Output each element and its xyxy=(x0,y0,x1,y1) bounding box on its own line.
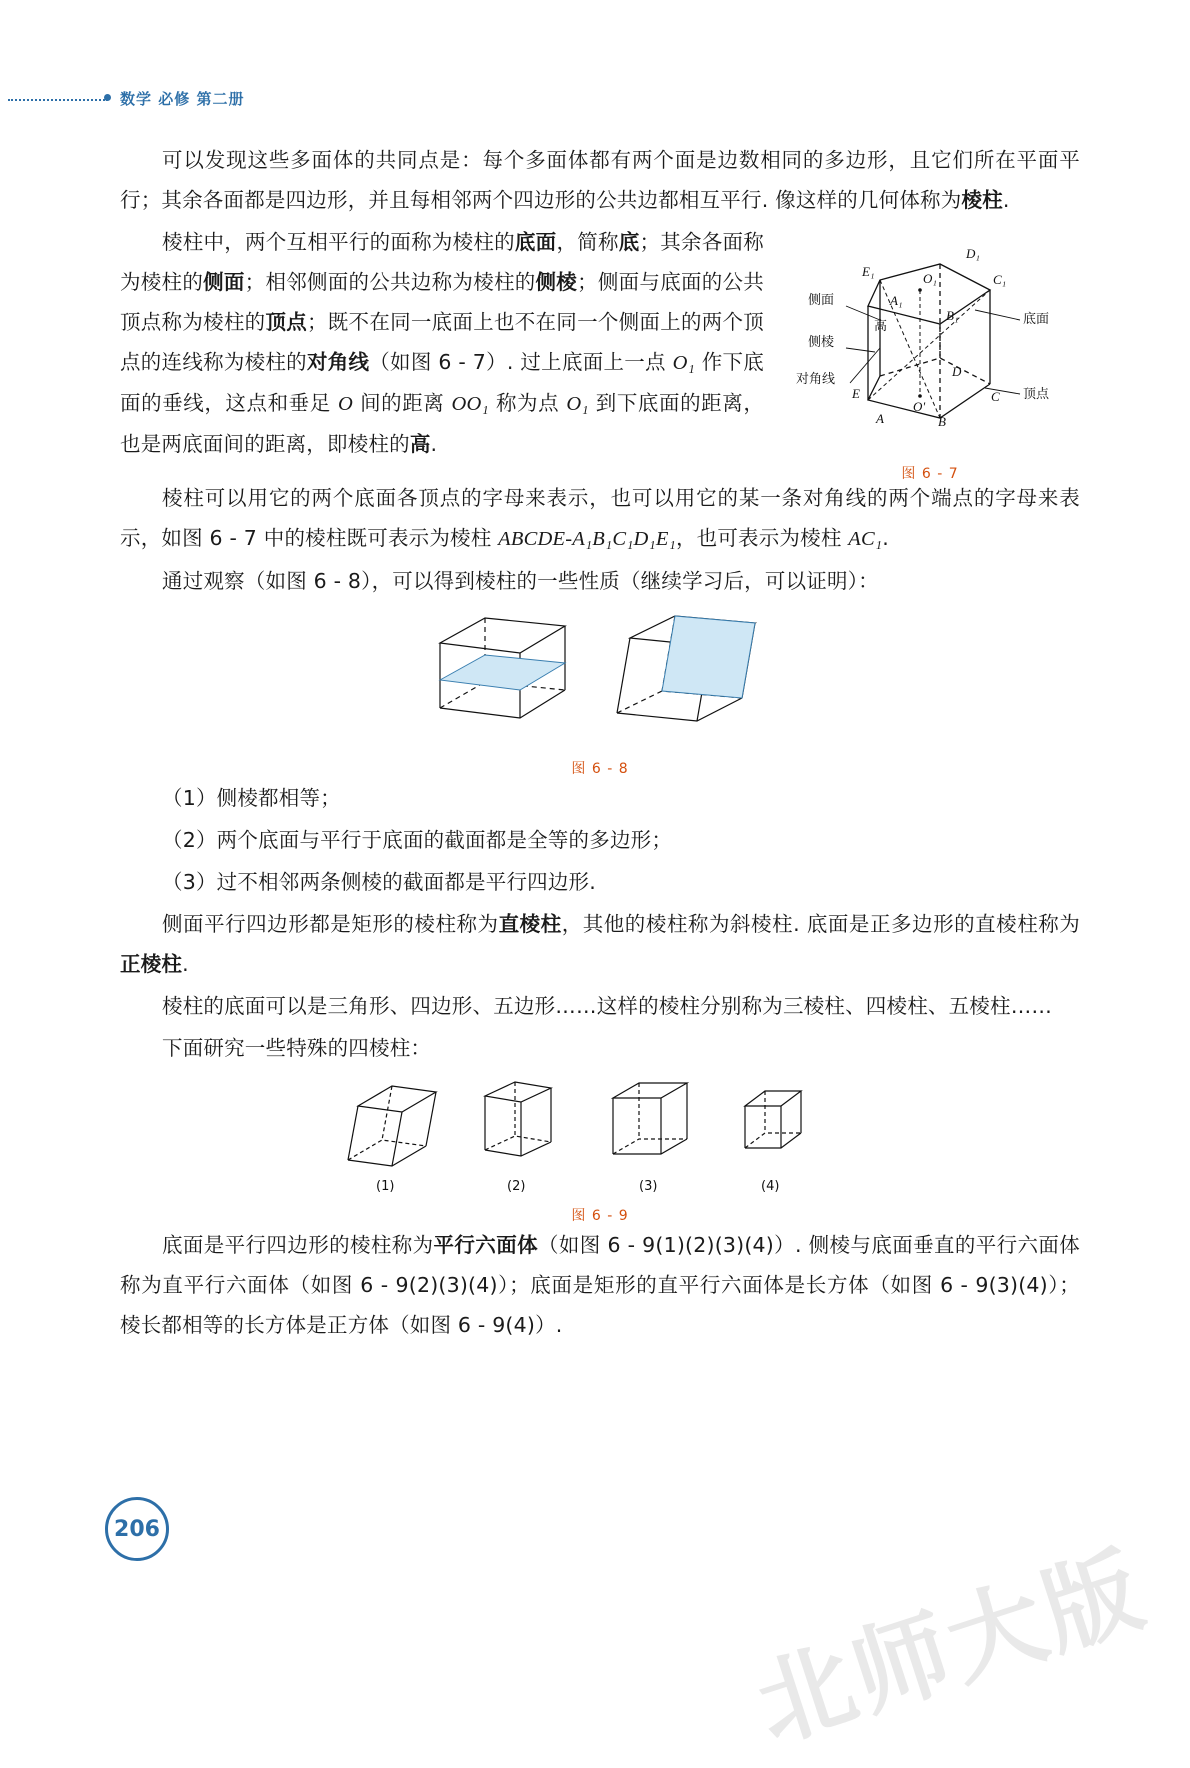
callout-side-face: 侧面 xyxy=(808,293,835,308)
math-o1-a: O₁ xyxy=(672,352,695,374)
p2-h: 作下底面的垂线，这点和垂足 xyxy=(120,350,764,415)
property-item-2: （2）两个底面与平行于底面的截面都是全等的多边形； xyxy=(162,828,673,852)
p8-b: （如图 6 - 9(1)(2)(3)(4)）. 侧棱与底面垂直的平行六面体称为直平行六面体（如图 6 - 9(2)(3)(4)）；底面是矩形的直平行六面体是长方体（如图 6 - 9(3)(4)）；棱长都相等的长方体是正方体（如图 6 - 9(4)）. xyxy=(120,1233,1080,1337)
term-vertex: 顶点 xyxy=(265,310,307,334)
p5-a: 侧面平行四边形都是矩形的棱柱称为 xyxy=(162,912,499,936)
figure-6-8-drawing xyxy=(390,603,810,753)
label-O1: O₁ xyxy=(923,271,937,286)
p2-l: . xyxy=(430,432,438,456)
term-bottom-face: 底面 xyxy=(514,230,557,254)
term-diagonal: 对角线 xyxy=(306,350,370,374)
term-right-prism: 直棱柱 xyxy=(498,912,562,936)
header-title: 数学 必修 第二册 xyxy=(120,90,245,108)
math-o: O xyxy=(337,393,353,415)
paragraph-5 xyxy=(120,904,1080,984)
p2-e: ；侧面与底面的公共顶点称为棱柱的 xyxy=(120,270,764,334)
p2-f: ；既不在同一底面上也不在同一个侧面上的两个顶点的连线称为棱柱的 xyxy=(120,310,764,374)
page-number: 206 xyxy=(105,1497,169,1561)
paragraph-4: 通过观察（如图 6 - 8），可以得到棱柱的一些性质（继续学习后，可以证明）： xyxy=(162,569,879,593)
figure-6-9-label-4: (4) xyxy=(761,1179,780,1194)
term-parallelepiped: 平行六面体 xyxy=(433,1233,538,1257)
label-D: D xyxy=(952,364,962,379)
p2-d: ；相邻侧面的公共边称为棱柱的 xyxy=(244,270,536,294)
math-diagonal-name: AC₁ xyxy=(848,528,883,550)
figure-6-9 xyxy=(120,1070,1080,1225)
p3-a: 棱柱可以用它的两个底面各顶点的字母来表示，也可以用它的某一条对角线的两个端点的字母来表示，如图 6 - 7 中的棱柱既可表示为棱柱 xyxy=(120,486,1080,550)
p2-g: （如图 6 - 7）. 过上底面上一点 xyxy=(369,350,666,374)
callout-diagonal: 对角线 xyxy=(796,372,836,387)
property-item-3: （3）过不相邻两条侧棱的截面都是平行四边形. xyxy=(162,870,596,894)
paragraph-6: 棱柱的底面可以是三角形、四边形、五边形……这样的棱柱分别称为三棱柱、四棱柱、五棱柱…… xyxy=(162,994,1053,1018)
term-height: 高 xyxy=(409,432,431,456)
label-B1: B₁ xyxy=(946,308,959,323)
figure-6-9-label-3: (3) xyxy=(639,1179,658,1194)
label-C1: C₁ xyxy=(993,272,1007,287)
paragraph-1-text: 可以发现这些多面体的共同点是：每个多面体都有两个面是边数相同的多边形，且它们所在平面平行；其余各面都是四边形，并且每相邻两个四边形的公共边都相互平行. 像这样的几何体称为 xyxy=(120,148,1080,212)
figure-6-7-caption: 图 6 - 7 xyxy=(901,466,959,482)
p2-i: 间的距离 xyxy=(360,391,445,415)
paragraph-3 xyxy=(120,478,1080,559)
figure-6-9-label-2: (2) xyxy=(507,1179,526,1194)
paragraph-7: 下面研究一些特殊的四棱柱： xyxy=(162,1036,432,1060)
figure-6-8-caption: 图 6 - 8 xyxy=(571,761,629,777)
p3-c: . xyxy=(882,526,889,550)
term-prism: 棱柱 xyxy=(961,188,1003,212)
label-Oprime: O' xyxy=(913,399,926,414)
header-dotted-rule xyxy=(8,99,108,101)
figure-6-7 xyxy=(780,228,1080,482)
math-o1-b: O₁ xyxy=(566,393,589,415)
math-prism-name: ABCDE-A₁B₁C₁D₁E₁ xyxy=(498,528,676,550)
p3-b: ，也可表示为棱柱 xyxy=(675,526,842,550)
callout-height: 高 xyxy=(874,319,888,334)
term-side-edge: 侧棱 xyxy=(535,270,578,294)
paragraph-8 xyxy=(120,1225,1080,1345)
p5-b: ，其他的棱柱称为斜棱柱. 底面是正多边形的直棱柱称为 xyxy=(561,912,1080,936)
p2-a: 棱柱中，两个互相平行的面称为棱柱的 xyxy=(162,230,515,254)
label-A: A xyxy=(876,411,884,426)
figure-6-9-drawing xyxy=(320,1070,880,1200)
label-C: C xyxy=(991,389,1000,404)
p2-c: ；其余各面称为棱柱的 xyxy=(120,230,764,294)
figure-6-8 xyxy=(120,603,1080,778)
paragraph-1 xyxy=(120,140,1080,220)
p8-a: 底面是平行四边形的棱柱称为 xyxy=(162,1233,434,1257)
p5-c: . xyxy=(182,952,189,976)
label-D1: D₁ xyxy=(966,246,980,261)
label-E1: E₁ xyxy=(862,264,875,279)
term-regular-prism: 正棱柱 xyxy=(120,952,183,976)
p2-k: 到下底面的距离，也是两底面间的距离，即棱柱的 xyxy=(120,391,765,456)
watermark: 北师大版 xyxy=(743,1532,1159,1763)
term-side-face: 侧面 xyxy=(203,270,245,294)
p2-j: 称为点 xyxy=(495,391,560,415)
page-header xyxy=(0,88,1190,114)
figure-6-9-caption: 图 6 - 9 xyxy=(571,1208,629,1224)
figure-6-7-drawing xyxy=(780,228,1080,458)
callout-bottom-face: 底面 xyxy=(1023,312,1050,327)
term-bottom: 底 xyxy=(618,230,640,254)
property-item-1: （1）侧棱都相等； xyxy=(162,786,341,810)
callout-vertex: 顶点 xyxy=(1023,387,1050,402)
page-content xyxy=(120,140,1080,1347)
callout-side-edge: 侧棱 xyxy=(808,335,835,350)
label-E: E xyxy=(852,386,860,401)
header-dot-icon xyxy=(104,94,111,101)
math-oo1: OO₁ xyxy=(451,393,489,415)
paragraph-1-period: . xyxy=(1002,188,1010,212)
label-A1: A₁ xyxy=(890,293,903,308)
label-B: B xyxy=(938,414,946,429)
p2-b: ，简称 xyxy=(556,230,619,254)
figure-6-9-label-1: (1) xyxy=(376,1179,395,1194)
